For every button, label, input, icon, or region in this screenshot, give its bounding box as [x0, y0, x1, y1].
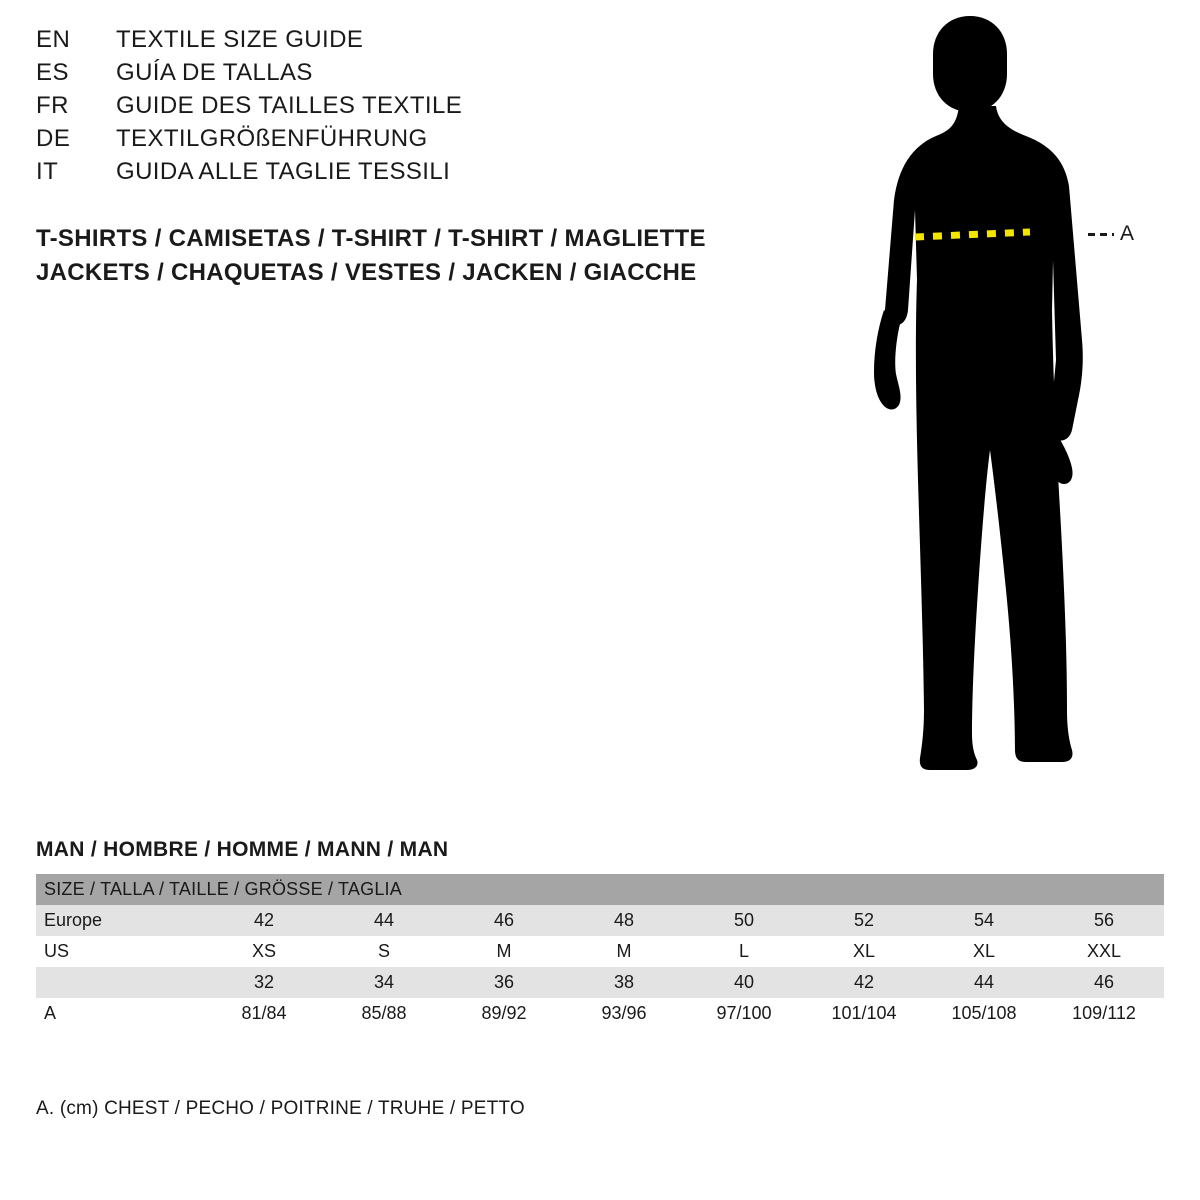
size-table-section	[36, 838, 1164, 1029]
cell-a-4: 93/96	[564, 998, 684, 1029]
cell-us-6: XL	[804, 936, 924, 967]
cell-numeric-6: 42	[804, 967, 924, 998]
cell-europe-3: 46	[444, 905, 564, 936]
table-row	[36, 936, 1164, 967]
language-title-block	[36, 26, 736, 191]
table-row	[36, 998, 1164, 1029]
row-label-europe: Europe	[36, 905, 204, 936]
table-row	[36, 905, 1164, 936]
cell-us-8: XXL	[1044, 936, 1164, 967]
cell-numeric-3: 36	[444, 967, 564, 998]
cell-us-2: S	[324, 936, 444, 967]
language-code-fr: FR	[36, 92, 69, 119]
cell-a-5: 97/100	[684, 998, 804, 1029]
language-text-en: TEXTILE SIZE GUIDE	[116, 26, 364, 53]
table-title-man: MAN / HOMBRE / HOMME / MANN / MAN	[36, 838, 449, 861]
footnote-chest-measurement: A. (cm) CHEST / PECHO / POITRINE / TRUHE / PETTO	[36, 1098, 525, 1119]
cell-a-6: 101/104	[804, 998, 924, 1029]
cell-a-1: 81/84	[204, 998, 324, 1029]
category-list	[36, 222, 796, 290]
language-text-es: GUÍA DE TALLAS	[116, 59, 313, 86]
cell-us-5: L	[684, 936, 804, 967]
table-header-label: SIZE / TALLA / TAILLE / GRÖSSE / TAGLIA	[36, 874, 1164, 905]
cell-europe-2: 44	[324, 905, 444, 936]
language-row-es	[36, 59, 736, 92]
cell-europe-5: 50	[684, 905, 804, 936]
body-silhouette-figure	[820, 10, 1180, 800]
cell-a-7: 105/108	[924, 998, 1044, 1029]
cell-us-7: XL	[924, 936, 1044, 967]
cell-europe-8: 56	[1044, 905, 1164, 936]
cell-us-3: M	[444, 936, 564, 967]
row-label-us: US	[36, 936, 204, 967]
measure-label-a: A	[1120, 222, 1135, 245]
language-code-it: IT	[36, 158, 59, 185]
cell-numeric-1: 32	[204, 967, 324, 998]
cell-us-1: XS	[204, 936, 324, 967]
cell-a-8: 109/112	[1044, 998, 1164, 1029]
row-label-numeric	[36, 967, 204, 998]
table-row	[36, 967, 1164, 998]
size-table	[36, 874, 1164, 1029]
cell-a-2: 85/88	[324, 998, 444, 1029]
category-tshirts: T-SHIRTS / CAMISETAS / T-SHIRT / T-SHIRT / MAGLIETTE	[36, 225, 706, 252]
language-text-de: TEXTILGRÖßENFÜHRUNG	[116, 125, 428, 152]
category-jackets: JACKETS / CHAQUETAS / VESTES / JACKEN / GIACCHE	[36, 259, 697, 286]
language-code-de: DE	[36, 125, 71, 152]
cell-a-3: 89/92	[444, 998, 564, 1029]
cell-numeric-5: 40	[684, 967, 804, 998]
cell-europe-7: 54	[924, 905, 1044, 936]
language-text-fr: GUIDE DES TAILLES TEXTILE	[116, 92, 463, 119]
table-header-row	[36, 874, 1164, 905]
language-row-de	[36, 125, 736, 158]
measure-leader-line	[1088, 233, 1114, 236]
language-row-fr	[36, 92, 736, 125]
cell-europe-1: 42	[204, 905, 324, 936]
cell-europe-6: 52	[804, 905, 924, 936]
row-label-a: A	[36, 998, 204, 1029]
language-row-en	[36, 26, 736, 59]
cell-numeric-4: 38	[564, 967, 684, 998]
cell-numeric-8: 46	[1044, 967, 1164, 998]
cell-us-4: M	[564, 936, 684, 967]
cell-numeric-7: 44	[924, 967, 1044, 998]
language-code-es: ES	[36, 59, 70, 86]
language-text-it: GUIDA ALLE TAGLIE TESSILI	[116, 158, 451, 185]
language-code-en: EN	[36, 26, 71, 53]
cell-numeric-2: 34	[324, 967, 444, 998]
cell-europe-4: 48	[564, 905, 684, 936]
language-row-it	[36, 158, 736, 191]
